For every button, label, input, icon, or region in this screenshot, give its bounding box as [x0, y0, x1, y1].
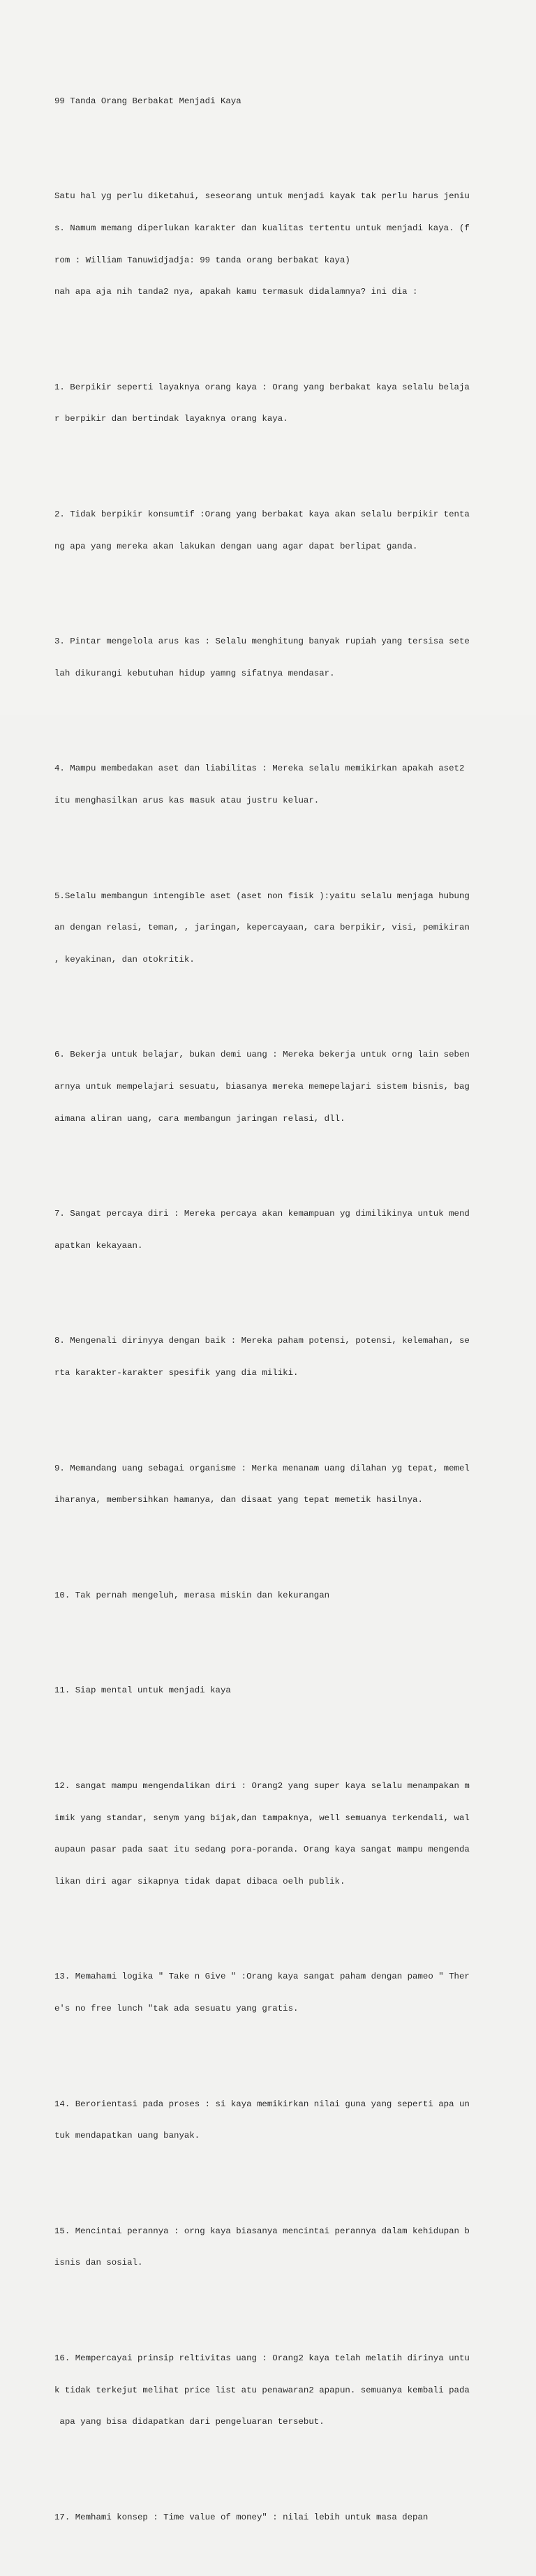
document-text — [54, 54, 483, 2576]
list-item-line: , keyakinan, dan otokritik. — [54, 954, 195, 965]
title-line: 99 Tanda Orang Berbakat Menjadi Kaya — [54, 96, 241, 106]
list-item-line: itu menghasilkan arus kas masuk atau justru keluar. — [54, 796, 320, 806]
intro-line: nah apa aja nih tanda2 nya, apakah kamu termasuk didalamnya? ini dia : — [54, 287, 418, 297]
list-item-2 — [54, 489, 483, 574]
list-item-line: 9. Memandang uang sebagai organisme : Merka menanam uang dilahan yg tepat, memel — [54, 1463, 470, 1473]
list-item-6 — [54, 1029, 483, 1145]
list-item-line: r berpikir dan bertindak layaknya orang kaya. — [54, 414, 288, 424]
list-item-line: e's no free lunch "tak ada sesuatu yang gratis. — [54, 2004, 299, 2014]
list-item-line: 6. Bekerja untuk belajar, bukan demi uang : Mereka bekerja untuk orng lain seben — [54, 1050, 470, 1060]
list-item-12 — [54, 1760, 483, 1909]
intro-paragraph — [54, 170, 483, 319]
list-item-15 — [54, 2205, 483, 2290]
list-item-13 — [54, 1951, 483, 2036]
list-item-line: 7. Sangat percaya diri : Mereka percaya akan kemampuan yg dimilikinya untuk mend — [54, 1209, 470, 1219]
intro-line: rom : William Tanuwidjadja: 99 tanda orang berbakat kaya) — [54, 255, 350, 265]
list-item-line: 15. Mencintai perannya : orng kaya biasanya mencintai perannya dalam kehidupan b — [54, 2226, 470, 2236]
list-item-line: imik yang standar, senym yang bijak,dan tampaknya, well semuanya terkendali, wal — [54, 1812, 470, 1823]
list-item-line: aupaun pasar pada saat itu sedang pora-poranda. Orang kaya sangat mampu mengenda — [54, 1845, 470, 1855]
list-item-line: 10. Tak pernah mengeluh, merasa miskin dan kekurangan — [54, 1590, 330, 1600]
list-item-line: 17. Memhami konsep : Time value of money" : nilai lebih untuk masa depan — [54, 2512, 429, 2522]
list-item-9 — [54, 1442, 483, 1527]
list-item-10 — [54, 1569, 483, 1622]
list-item-line: 16. Mempercayai prinsip reltivitas uang : Orang2 kaya telah melatih dirinya untu — [54, 2353, 470, 2364]
list-item-line: 4. Mampu membedakan aset dan liabilitas : Mereka selalu memikirkan apakah aset2 — [54, 764, 465, 774]
list-item-line: iharanya, membersihkan hamanya, dan disaat yang tepat memetik hasilnya. — [54, 1495, 423, 1505]
list-item-17 — [54, 2491, 483, 2544]
list-item-line: tuk mendapatkan uang banyak. — [54, 2131, 200, 2141]
intro-line: s. Namum memang diperlukan karakter dan kualitas tertentu untuk menjadi kaya. (f — [54, 223, 470, 234]
list-item-line: 12. sangat mampu mengendalikan diri : Orang2 yang super kaya selalu menampakan m — [54, 1781, 470, 1792]
list-item-3 — [54, 616, 483, 701]
intro-line: Satu hal yg perlu diketahui, seseorang untuk menjadi kayak tak perlu harus jeniu — [54, 191, 470, 202]
list-item-line: apatkan kekayaan. — [54, 1240, 143, 1251]
list-item-line: 3. Pintar mengelola arus kas : Selalu menghitung banyak rupiah yang tersisa sete — [54, 636, 470, 647]
list-item-line: likan diri agar sikapnya tidak dapat dibaca oelh publik. — [54, 1876, 345, 1886]
list-item-8 — [54, 1315, 483, 1400]
list-item-7 — [54, 1188, 483, 1273]
list-item-line: 1. Berpikir seperti layaknya orang kaya : Orang yang berbakat kaya selalu belaja — [54, 382, 470, 392]
list-item-14 — [54, 2078, 483, 2163]
list-item-line: an dengan relasi, teman, , jaringan, kepercayaan, cara berpikir, visi, pemikiran — [54, 923, 470, 933]
list-item-16 — [54, 2332, 483, 2449]
list-item-line: 8. Mengenali dirinyya dengan baik : Mereka paham potensi, potensi, kelemahan, se — [54, 1336, 470, 1346]
list-item-line: 11. Siap mental untuk menjadi kaya — [54, 1685, 231, 1696]
list-item-line: 5.Selalu membangun intengible aset (aset non fisik ):yaitu selalu menjaga hubung — [54, 891, 470, 901]
list-item-line: arnya untuk mempelajari sesuatu, biasanya mereka memepelajari sistem bisnis, bag — [54, 1082, 470, 1092]
list-item-line: aimana aliran uang, cara membangun jaringan relasi, dll. — [54, 1113, 345, 1124]
list-item-line: apa yang bisa didapatkan dari pengeluaran tersebut. — [54, 2417, 325, 2427]
list-item-line: lah dikurangi kebutuhan hidup yamng sifatnya mendasar. — [54, 668, 335, 678]
list-item-line: isnis dan sosial. — [54, 2258, 143, 2268]
document-title — [54, 75, 483, 128]
list-item-5 — [54, 870, 483, 986]
list-item-line: 2. Tidak berpikir konsumtif :Orang yang berbakat kaya akan selalu berpikir tenta — [54, 509, 470, 520]
list-item-line: k tidak terkejut melihat price list atu penawaran2 apapun. semuanya kembali pada — [54, 2385, 470, 2395]
list-item-11 — [54, 1665, 483, 1718]
list-item-4 — [54, 743, 483, 828]
list-item-line: rta karakter-karakter spesifik yang dia miliki. — [54, 1368, 299, 1378]
list-item-line: 13. Memahami logika " Take n Give " :Orang kaya sangat paham dengan pameo " Ther — [54, 1972, 470, 1982]
list-item-1 — [54, 361, 483, 446]
list-item-line: ng apa yang mereka akan lakukan dengan uang agar dapat berlipat ganda. — [54, 541, 418, 551]
list-item-line: 14. Berorientasi pada proses : si kaya memikirkan nilai guna yang seperti apa un — [54, 2099, 470, 2109]
